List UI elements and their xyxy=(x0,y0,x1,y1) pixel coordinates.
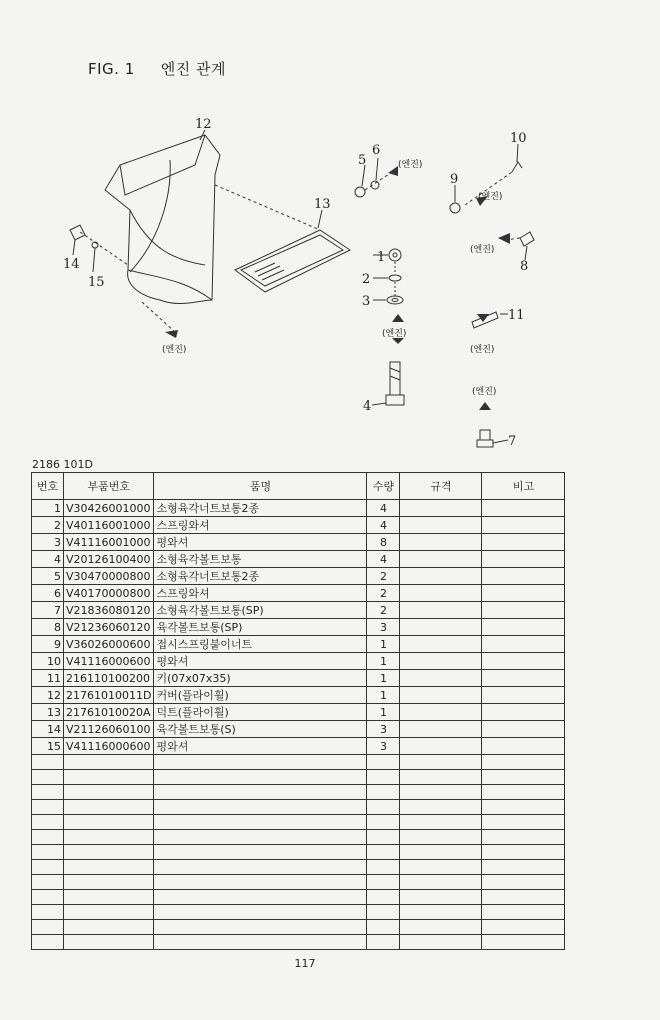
cell-part-name: 소형육각볼트보통(SP) xyxy=(154,602,367,619)
header-quantity: 수량 xyxy=(367,473,400,500)
cell-part-name: 스프링와셔 xyxy=(154,517,367,534)
cell-quantity: 4 xyxy=(367,500,400,517)
cell-remarks xyxy=(482,619,565,636)
cell-quantity: 1 xyxy=(367,687,400,704)
cell-part-name: 평와셔 xyxy=(154,738,367,755)
cell-part-number: V30470000800 xyxy=(64,568,154,585)
cell-no xyxy=(32,800,64,815)
cell-spec xyxy=(400,860,482,875)
table-row xyxy=(32,770,565,785)
table-row xyxy=(32,551,565,568)
cell-part-number: V41116000600 xyxy=(64,738,154,755)
cell-spec xyxy=(400,721,482,738)
callout-11: 11 xyxy=(508,308,525,323)
document-code: 2186 101D xyxy=(32,458,93,471)
cell-quantity: 8 xyxy=(367,534,400,551)
cell-remarks xyxy=(482,845,565,860)
cell-quantity xyxy=(367,815,400,830)
cell-spec xyxy=(400,920,482,935)
cell-part-number xyxy=(64,920,154,935)
table-row xyxy=(32,785,565,800)
cell-spec xyxy=(400,517,482,534)
cell-part-name xyxy=(154,860,367,875)
cell-spec xyxy=(400,905,482,920)
cell-spec xyxy=(400,670,482,687)
table-row xyxy=(32,602,565,619)
cell-part-name xyxy=(154,830,367,845)
table-row xyxy=(32,755,565,770)
cell-quantity: 1 xyxy=(367,653,400,670)
callout-5: 5 xyxy=(358,153,367,168)
cell-remarks xyxy=(482,721,565,738)
cell-part-name: 덕트(플라이휠) xyxy=(154,704,367,721)
table-row xyxy=(32,875,565,890)
page-number: 117 xyxy=(294,957,316,970)
cell-remarks xyxy=(482,602,565,619)
header-part-name: 품명 xyxy=(154,473,367,500)
cell-quantity: 2 xyxy=(367,568,400,585)
cell-remarks xyxy=(482,500,565,517)
cell-spec xyxy=(400,830,482,845)
cell-no xyxy=(32,935,64,950)
cell-part-number xyxy=(64,770,154,785)
cell-part-name xyxy=(154,785,367,800)
cell-remarks xyxy=(482,687,565,704)
table-header-row xyxy=(32,473,565,500)
cell-spec xyxy=(400,619,482,636)
engine-label: (엔진) xyxy=(472,387,497,397)
cell-remarks xyxy=(482,890,565,905)
table-row xyxy=(32,619,565,636)
table-row xyxy=(32,815,565,830)
callout-9: 9 xyxy=(450,172,459,187)
cell-spec xyxy=(400,568,482,585)
cell-remarks xyxy=(482,534,565,551)
cell-no xyxy=(32,875,64,890)
cell-no xyxy=(32,905,64,920)
callout-14: 14 xyxy=(63,257,80,272)
cell-no xyxy=(32,845,64,860)
cell-remarks xyxy=(482,905,565,920)
figure-label: FIG. 1 xyxy=(88,60,135,78)
cell-spec xyxy=(400,935,482,950)
cell-part-number xyxy=(64,875,154,890)
cell-no: 7 xyxy=(32,602,64,619)
cell-spec xyxy=(400,602,482,619)
cell-quantity xyxy=(367,800,400,815)
cell-no: 12 xyxy=(32,687,64,704)
cell-quantity: 4 xyxy=(367,551,400,568)
cell-part-name xyxy=(154,935,367,950)
cell-remarks xyxy=(482,815,565,830)
cell-part-number: V30426001000 xyxy=(64,500,154,517)
cell-part-name: 육각볼트보통(S) xyxy=(154,721,367,738)
cell-quantity xyxy=(367,905,400,920)
cell-part-number: V41116001000 xyxy=(64,534,154,551)
cell-quantity xyxy=(367,920,400,935)
cell-no xyxy=(32,815,64,830)
cell-quantity: 3 xyxy=(367,738,400,755)
table-row xyxy=(32,687,565,704)
callout-8: 8 xyxy=(520,259,529,274)
cell-no: 10 xyxy=(32,653,64,670)
cell-part-name: 평와셔 xyxy=(154,534,367,551)
cell-no: 15 xyxy=(32,738,64,755)
cell-part-number: V21236060120 xyxy=(64,619,154,636)
cell-part-name: 접시스프링붙이너트 xyxy=(154,636,367,653)
cell-spec xyxy=(400,500,482,517)
cell-spec xyxy=(400,738,482,755)
cell-part-name xyxy=(154,755,367,770)
exploded-parts-diagram xyxy=(0,100,660,460)
figure-name: 엔진 관계 xyxy=(160,60,226,78)
cell-part-number xyxy=(64,890,154,905)
table-row xyxy=(32,653,565,670)
cell-no: 1 xyxy=(32,500,64,517)
cell-remarks xyxy=(482,785,565,800)
cell-spec xyxy=(400,704,482,721)
cell-quantity: 2 xyxy=(367,602,400,619)
cell-spec xyxy=(400,785,482,800)
engine-label: (엔진) xyxy=(382,329,407,339)
cell-quantity: 1 xyxy=(367,636,400,653)
cell-part-name: 소형육각볼트보통 xyxy=(154,551,367,568)
cell-remarks xyxy=(482,800,565,815)
cell-quantity xyxy=(367,845,400,860)
table-row xyxy=(32,845,565,860)
callout-10: 10 xyxy=(510,131,527,146)
cell-remarks xyxy=(482,568,565,585)
cell-no xyxy=(32,830,64,845)
parts-table xyxy=(31,472,565,950)
table-row xyxy=(32,905,565,920)
cell-spec xyxy=(400,687,482,704)
cell-part-number xyxy=(64,845,154,860)
cell-remarks xyxy=(482,860,565,875)
cell-no: 2 xyxy=(32,517,64,534)
header-part-number: 부품번호 xyxy=(64,473,154,500)
cell-quantity xyxy=(367,770,400,785)
cell-remarks xyxy=(482,830,565,845)
cell-no: 8 xyxy=(32,619,64,636)
cell-remarks xyxy=(482,551,565,568)
cell-part-number: 216110100200 xyxy=(64,670,154,687)
engine-label: (엔진) xyxy=(470,345,495,355)
header-no: 번호 xyxy=(32,473,64,500)
cell-no: 3 xyxy=(32,534,64,551)
callout-15: 15 xyxy=(88,275,105,290)
cell-spec xyxy=(400,875,482,890)
cell-no: 14 xyxy=(32,721,64,738)
table-row xyxy=(32,890,565,905)
cell-remarks xyxy=(482,704,565,721)
table-row xyxy=(32,920,565,935)
cell-quantity: 1 xyxy=(367,670,400,687)
cell-part-number xyxy=(64,830,154,845)
cell-spec xyxy=(400,845,482,860)
table-row xyxy=(32,738,565,755)
header-remarks: 비고 xyxy=(482,473,565,500)
cell-part-name xyxy=(154,890,367,905)
cell-remarks xyxy=(482,935,565,950)
cell-remarks xyxy=(482,517,565,534)
cell-part-number: V36026000600 xyxy=(64,636,154,653)
cell-part-name: 육각볼트보통(SP) xyxy=(154,619,367,636)
cell-part-name: 스프링와셔 xyxy=(154,585,367,602)
engine-label: (엔진) xyxy=(162,345,187,355)
cell-part-name xyxy=(154,800,367,815)
cell-quantity xyxy=(367,785,400,800)
cell-no xyxy=(32,890,64,905)
table-row xyxy=(32,830,565,845)
cell-remarks xyxy=(482,770,565,785)
cell-quantity: 2 xyxy=(367,585,400,602)
cell-spec xyxy=(400,755,482,770)
cell-part-number xyxy=(64,785,154,800)
cell-quantity xyxy=(367,875,400,890)
cell-spec xyxy=(400,800,482,815)
cell-no xyxy=(32,755,64,770)
cell-part-name xyxy=(154,875,367,890)
callout-12: 12 xyxy=(195,117,212,132)
cell-quantity xyxy=(367,755,400,770)
cell-part-name xyxy=(154,815,367,830)
cell-part-number: 21761010020A xyxy=(64,704,154,721)
cell-spec xyxy=(400,890,482,905)
cell-spec xyxy=(400,815,482,830)
cell-no xyxy=(32,920,64,935)
cell-part-number: V21126060100 xyxy=(64,721,154,738)
cell-quantity: 3 xyxy=(367,721,400,738)
cell-part-number: V20126100400 xyxy=(64,551,154,568)
engine-label: (엔진) xyxy=(470,245,495,255)
cell-spec xyxy=(400,585,482,602)
table-row xyxy=(32,636,565,653)
cell-remarks xyxy=(482,738,565,755)
flywheel-duct-part xyxy=(235,230,350,292)
cell-no: 13 xyxy=(32,704,64,721)
cell-part-number xyxy=(64,905,154,920)
cell-part-name xyxy=(154,905,367,920)
cell-spec xyxy=(400,770,482,785)
cell-part-name xyxy=(154,845,367,860)
cell-part-name xyxy=(154,920,367,935)
callout-2: 2 xyxy=(362,272,371,287)
cell-part-number xyxy=(64,815,154,830)
cell-part-number: V41116000600 xyxy=(64,653,154,670)
callout-1: 1 xyxy=(377,250,386,265)
cell-part-name: 평와셔 xyxy=(154,653,367,670)
cell-part-number xyxy=(64,860,154,875)
table-row xyxy=(32,568,565,585)
cell-remarks xyxy=(482,653,565,670)
table-row xyxy=(32,670,565,687)
table-row xyxy=(32,500,565,517)
cell-no xyxy=(32,770,64,785)
cell-no: 5 xyxy=(32,568,64,585)
callout-4: 4 xyxy=(363,399,372,414)
cell-quantity xyxy=(367,830,400,845)
cell-spec xyxy=(400,653,482,670)
cell-no: 6 xyxy=(32,585,64,602)
table-row xyxy=(32,585,565,602)
cell-remarks xyxy=(482,875,565,890)
callout-3: 3 xyxy=(362,294,371,309)
cell-quantity: 3 xyxy=(367,619,400,636)
callout-13: 13 xyxy=(314,197,331,212)
table-row xyxy=(32,517,565,534)
cell-remarks xyxy=(482,755,565,770)
cell-no xyxy=(32,785,64,800)
cell-no: 11 xyxy=(32,670,64,687)
figure-title xyxy=(88,58,226,79)
cell-no: 4 xyxy=(32,551,64,568)
cell-no: 9 xyxy=(32,636,64,653)
table-row xyxy=(32,721,565,738)
table-row xyxy=(32,935,565,950)
cell-part-number xyxy=(64,800,154,815)
cell-part-number: V40170000800 xyxy=(64,585,154,602)
table-row xyxy=(32,860,565,875)
cell-part-name: 소형육각너트보통2종 xyxy=(154,568,367,585)
engine-label: (엔진) xyxy=(478,192,503,202)
cell-spec xyxy=(400,636,482,653)
table-row xyxy=(32,704,565,721)
cell-remarks xyxy=(482,585,565,602)
cell-quantity xyxy=(367,860,400,875)
cell-part-number: V40116001000 xyxy=(64,517,154,534)
cell-spec xyxy=(400,551,482,568)
cell-remarks xyxy=(482,636,565,653)
header-spec: 규격 xyxy=(400,473,482,500)
cell-quantity: 4 xyxy=(367,517,400,534)
cell-no xyxy=(32,860,64,875)
cell-remarks xyxy=(482,670,565,687)
callout-7: 7 xyxy=(508,434,517,449)
cell-part-name: 키(07x07x35) xyxy=(154,670,367,687)
cell-quantity xyxy=(367,890,400,905)
cell-part-name: 소형육각너트보통2종 xyxy=(154,500,367,517)
table-row xyxy=(32,534,565,551)
cell-part-name xyxy=(154,770,367,785)
cell-part-number: 21761010011D xyxy=(64,687,154,704)
cell-part-number: V21836080120 xyxy=(64,602,154,619)
table-row xyxy=(32,800,565,815)
cell-part-number xyxy=(64,755,154,770)
cell-remarks xyxy=(482,920,565,935)
cell-part-name: 커버(플라이휠) xyxy=(154,687,367,704)
engine-label: (엔진) xyxy=(398,160,423,170)
cell-quantity xyxy=(367,935,400,950)
cell-part-number xyxy=(64,935,154,950)
cell-spec xyxy=(400,534,482,551)
callout-6: 6 xyxy=(372,143,381,158)
cell-quantity: 1 xyxy=(367,704,400,721)
parts-table-body xyxy=(32,500,565,950)
